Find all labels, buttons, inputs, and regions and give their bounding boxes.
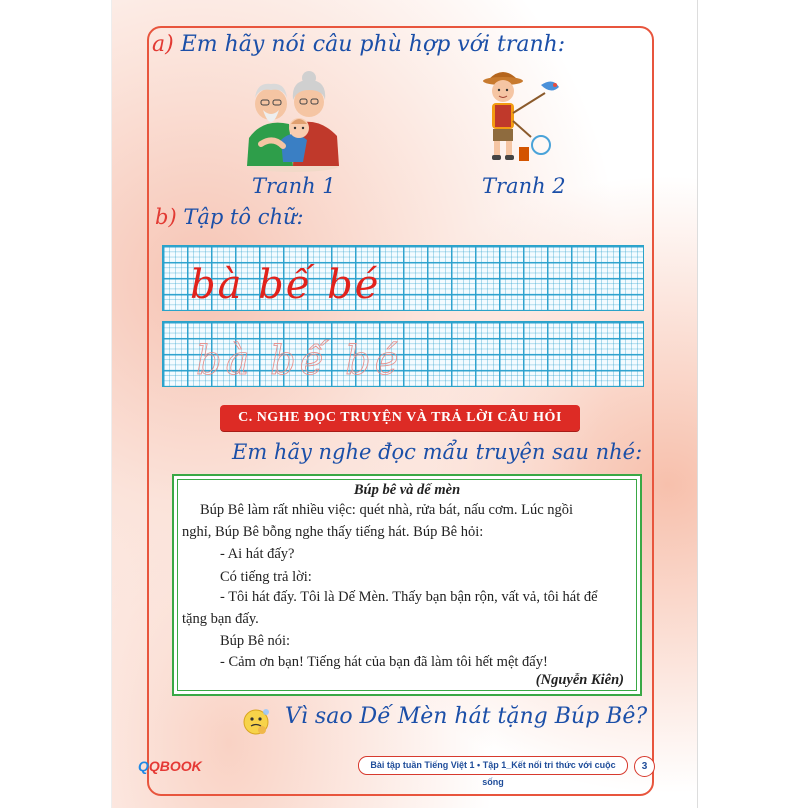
story-line: Có tiếng trả lời:: [220, 569, 312, 585]
story-title: Búp bê và dế mèn: [353, 482, 461, 498]
story-line: - Tôi hát đấy. Tôi là Dế Mèn. Thấy bạn bận rộn, vất vả, tôi hát để: [220, 589, 598, 605]
story-box: [172, 474, 642, 696]
thinking-face-icon: [242, 708, 270, 736]
question-a: [152, 32, 565, 57]
story-line: - Ai hát đấy?: [220, 546, 295, 562]
question-b-letter: b): [155, 205, 177, 229]
publisher-logo: QQBOOK: [138, 758, 202, 774]
story-author: (Nguyễn Kiên): [535, 672, 624, 688]
story-line: - Cảm ơn bạn! Tiếng hát của bạn đã làm tôi hết mệt đấy!: [220, 654, 548, 670]
story-line: Búp Bê làm rất nhiều việc: quét nhà, rửa bát, nấu cơm. Lúc ngồi: [200, 502, 574, 518]
grandparents-baby-illustration: [243, 66, 343, 172]
story-line: Búp Bê nói:: [220, 633, 291, 649]
publisher-logo-text: QBOOK: [148, 758, 202, 774]
question-b: [155, 205, 304, 229]
caption-picture-1: Tranh 1: [252, 174, 336, 198]
question-a-text: Em hãy nói câu phù hợp với tranh:: [180, 32, 566, 57]
question-a-letter: a): [152, 32, 174, 57]
footer-book-title: Bài tập tuần Tiếng Việt 1 • Tập 1_Kết nối tri thức với cuộc sống: [358, 756, 628, 775]
caption-picture-2: Tranh 2: [482, 174, 566, 198]
story-line: nghỉ, Búp Bê bỗng nghe thấy tiếng hát. Búp Bê hỏi:: [182, 524, 484, 540]
section-c-banner: C. NGHE ĐỌC TRUYỆN VÀ TRẢ LỜI CÂU HỎI: [220, 405, 580, 431]
listen-prompt: Em hãy nghe đọc mẩu truyện sau nhé:: [232, 440, 643, 464]
story-line: tặng bạn đấy.: [182, 611, 259, 627]
final-question: Vì sao Dế Mèn hát tặng Búp Bê?: [285, 704, 648, 729]
trace-handwriting-text: bà bế bé: [196, 338, 403, 384]
question-b-text: Tập tô chữ:: [183, 205, 304, 229]
model-handwriting-text: bà bế bé: [190, 262, 381, 308]
boy-fishing-illustration: [483, 63, 573, 175]
page-number: 3: [634, 756, 655, 777]
